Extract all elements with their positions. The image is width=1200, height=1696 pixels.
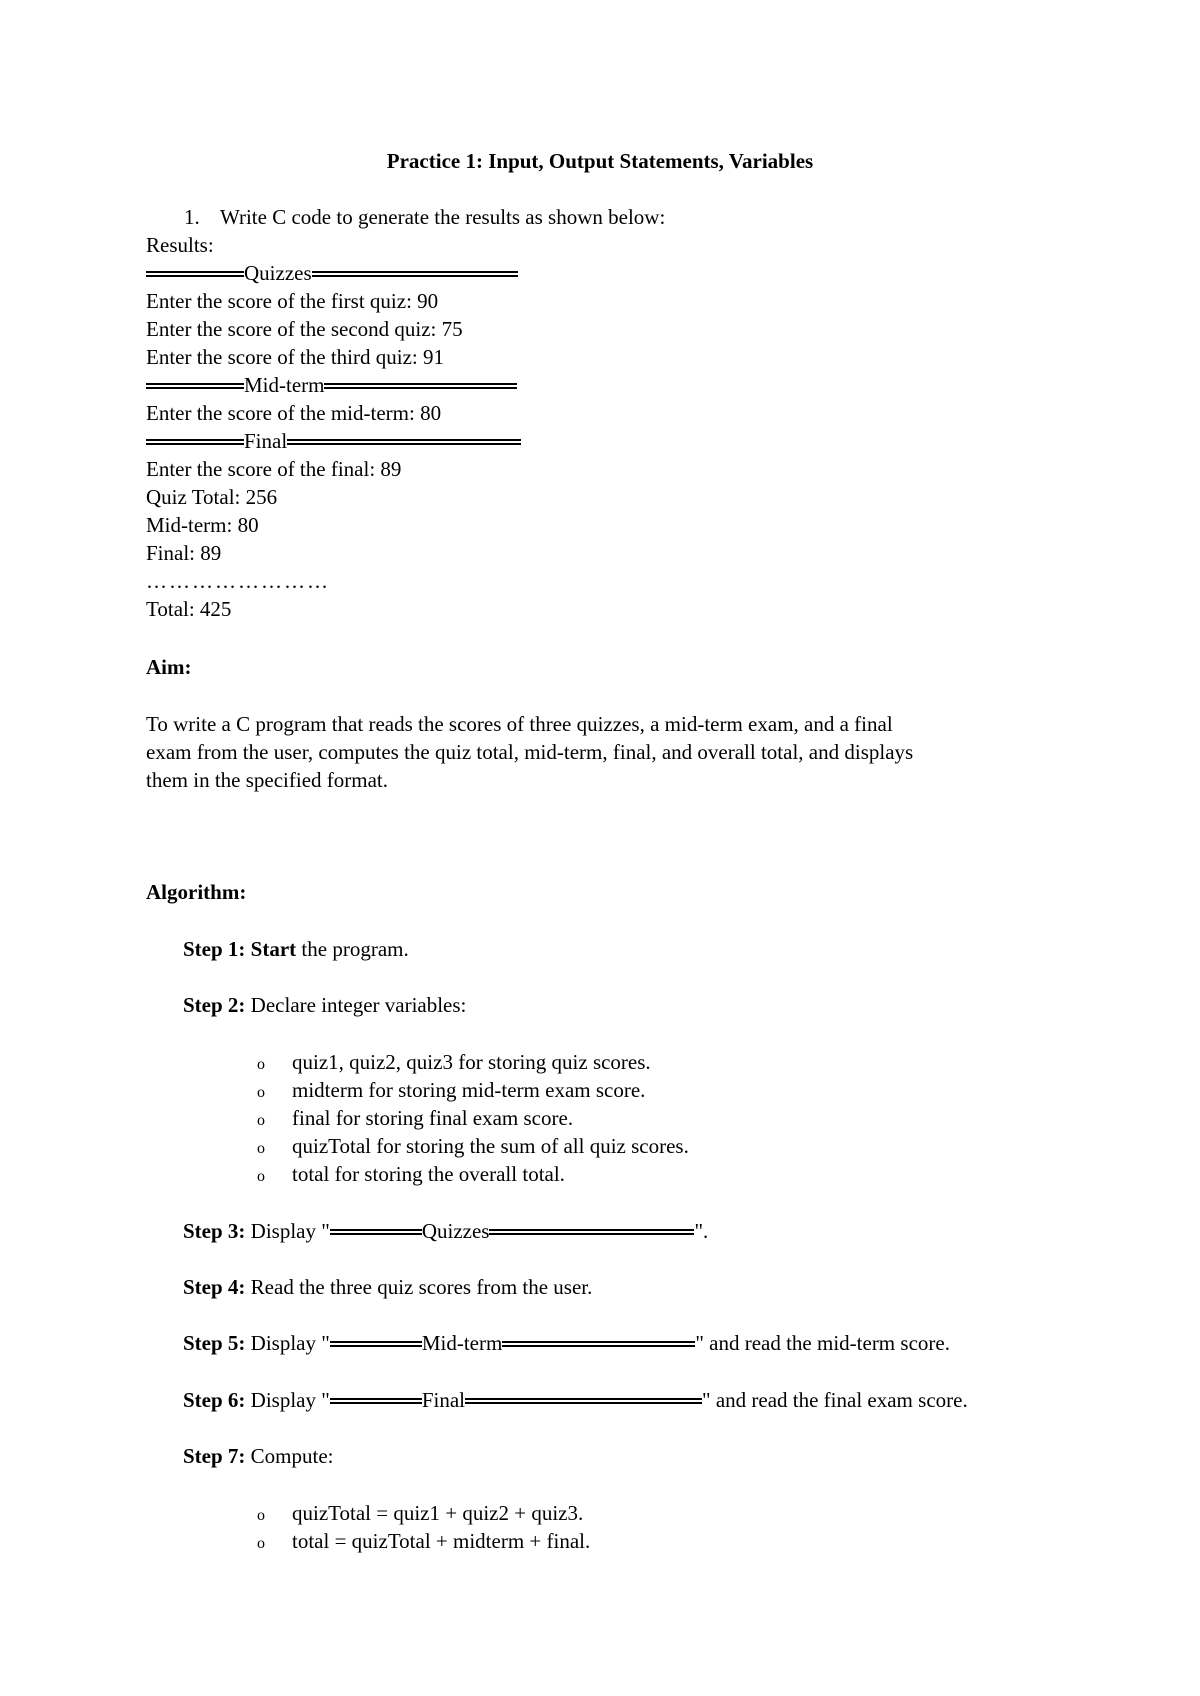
step-5: Step 5: Display " Mid-term " and read the mid-term score. xyxy=(183,1331,950,1355)
step-1-bold: Start xyxy=(250,937,297,961)
bullet-mark: o xyxy=(257,1084,265,1101)
bullet-mark: o xyxy=(257,1168,265,1185)
step-2-label: Step 2: xyxy=(183,993,246,1017)
step-6: Step 6: Display " Final " and read the final exam score. xyxy=(183,1388,968,1412)
bullet-mark: o xyxy=(257,1056,265,1073)
step-2-list xyxy=(257,1048,689,1188)
step-2-text: Declare integer variables: xyxy=(245,993,467,1017)
step-1 xyxy=(183,935,409,963)
aim-line-1: To write a C program that reads the scores of three quizzes, a mid-term exam, and a final xyxy=(146,712,893,736)
step-4-label: Step 4: xyxy=(183,1275,246,1299)
step-4 xyxy=(183,1273,592,1301)
list-item: o quizTotal for storing the sum of all quiz scores. xyxy=(257,1132,689,1160)
task-number: 1. xyxy=(184,205,200,229)
separator-quizzes xyxy=(146,259,1076,287)
list-item: o total = quizTotal + midterm + final. xyxy=(257,1527,590,1555)
aim-line-2: exam from the user, computes the quiz total, mid-term, final, and overall total, and displays xyxy=(146,740,914,764)
step-1-label: Step 1: xyxy=(183,937,246,961)
separator-final-label: Final xyxy=(244,429,288,453)
output-line-final-input: Enter the score of the final: 89 xyxy=(146,457,402,481)
bullet-mark: o xyxy=(257,1140,265,1157)
list-item: o midterm for storing mid-term exam score. xyxy=(257,1076,689,1104)
step-7 xyxy=(183,1442,334,1470)
step-5-word: Mid-term xyxy=(421,1331,503,1355)
output-line-midterm: Mid-term: 80 xyxy=(146,513,259,537)
separator-midterm-label: Mid-term xyxy=(244,373,325,397)
output-line-dots: …………………… xyxy=(146,569,330,593)
results-label: Results: xyxy=(146,233,214,257)
algorithm-heading: Algorithm: xyxy=(146,880,247,904)
list-item: o quizTotal = quiz1 + quiz2 + quiz3. xyxy=(257,1499,590,1527)
aim-paragraph xyxy=(146,710,1076,794)
step-5-label: Step 5: xyxy=(183,1331,246,1355)
separator-midterm xyxy=(146,371,1076,399)
task-question xyxy=(146,203,1076,231)
output-line-midterm-input: Enter the score of the mid-term: 80 xyxy=(146,401,442,425)
page-title: Practice 1: Input, Output Statements, Variables xyxy=(386,149,814,173)
bullet-mark: o xyxy=(257,1507,265,1524)
bullet-mark: o xyxy=(257,1112,265,1129)
bullet-mark: o xyxy=(257,1535,265,1552)
task-section xyxy=(146,203,1076,623)
list-item: o final for storing final exam score. xyxy=(257,1104,689,1132)
aim-line-3: them in the specified format. xyxy=(146,768,389,792)
step-6-word: Final xyxy=(421,1388,465,1412)
step-7-label: Step 7: xyxy=(183,1444,246,1468)
step-6-label: Step 6: xyxy=(183,1388,246,1412)
aim-heading: Aim: xyxy=(146,655,192,679)
step-3: Step 3: Display " Quizzes ". xyxy=(183,1219,709,1243)
list-item: o quiz1, quiz2, quiz3 for storing quiz scores. xyxy=(257,1048,689,1076)
output-line-quiz3: Enter the score of the third quiz: 91 xyxy=(146,345,444,369)
output-line-total: Total: 425 xyxy=(146,597,232,621)
output-line-quiz2: Enter the score of the second quiz: 75 xyxy=(146,317,463,341)
step-7-list xyxy=(257,1499,590,1555)
step-7-text: Compute: xyxy=(245,1444,334,1468)
separator-quizzes-label: Quizzes xyxy=(244,261,312,285)
step-4-text: Read the three quiz scores from the user. xyxy=(245,1275,593,1299)
output-line-quiz-total: Quiz Total: 256 xyxy=(146,485,278,509)
task-text: Write C code to generate the results as shown below: xyxy=(220,205,666,229)
step-2 xyxy=(183,991,466,1019)
list-item: o total for storing the overall total. xyxy=(257,1160,689,1188)
output-line-quiz1: Enter the score of the first quiz: 90 xyxy=(146,289,439,313)
output-line-final: Final: 89 xyxy=(146,541,222,565)
step-3-word: Quizzes xyxy=(421,1219,490,1243)
step-1-text: the program. xyxy=(296,937,409,961)
separator-final xyxy=(146,427,1076,455)
step-3-label: Step 3: xyxy=(183,1219,246,1243)
